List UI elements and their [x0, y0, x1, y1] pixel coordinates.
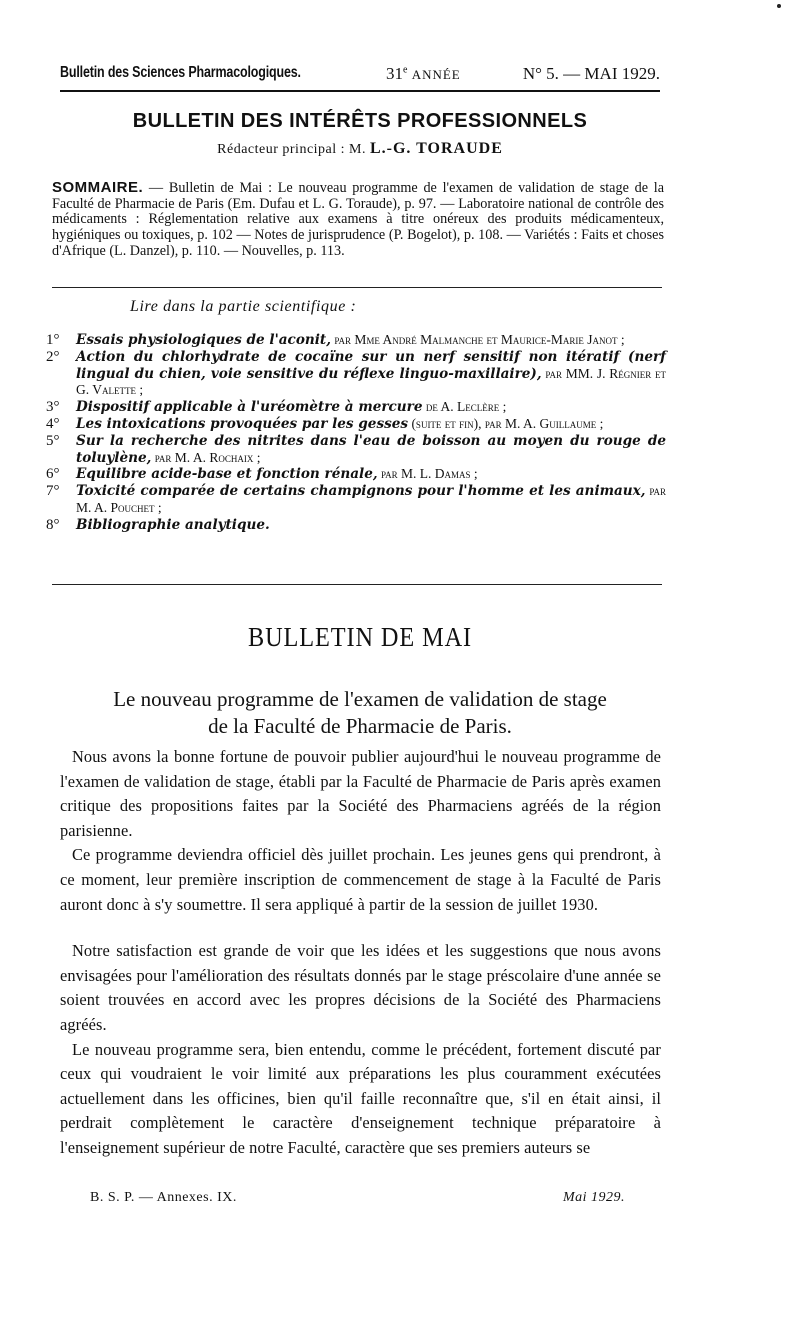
- contents-item: [46, 483, 666, 517]
- item-authors: par M. A. Pouchet ;: [76, 483, 666, 515]
- summary-text: — Bulletin de Mai : Le nouveau programme de l'examen de validation de stage de la Faculté de Pharmacie de Paris (Em. Dufau et L. G. Toraude), p. 97. — Laboratoire national de contrôle des médicaments : Réglementation relative aux examens à titre onéreux des produits médicamenteux, hygiéniques ou toxiques, p. 102 — Notes de jurisprudence (P. Bogelot), p. 108. — Variétés : Faits et choses d'Afrique (L. Danzel), p. 110. — Nouvelles, p. 113.: [52, 180, 664, 259]
- scientific-part-heading: Lire dans la partie scientifique :: [130, 298, 357, 315]
- article-body: [60, 745, 661, 1161]
- item-number: 6°: [46, 466, 60, 483]
- item-number: 5°: [46, 432, 60, 449]
- item-authors: de A. Leclère ;: [422, 399, 507, 415]
- contents-item: [46, 332, 666, 349]
- header-rule: [60, 90, 660, 92]
- item-title: Bibliographie analytique.: [76, 516, 270, 533]
- body-paragraph: Le nouveau programme sera, bien entendu, comme le précédent, fortement discuté par ceux qui voudraient le voir limité aux préparations les plus couramment exécutées actuellement dans les officines, bien qu'il faille reconnaître que, s'il en était ainsi, il perdrait complètement le caractère d'enseignement technique préparatoire à l'enseignement supérieur de notre Faculté, caractère que ses premiers auteurs se: [60, 1039, 661, 1157]
- editor-name: L.-G. TORAUDE: [369, 140, 503, 157]
- footer-date: Mai 1929.: [562, 1190, 625, 1205]
- contents-item: [46, 433, 666, 467]
- editor-label: Rédacteur principal : M.: [217, 142, 366, 157]
- item-number: 2°: [46, 348, 60, 365]
- item-number: 1°: [46, 332, 60, 348]
- item-title: Les intoxications provoquées par les gesses: [76, 415, 409, 432]
- contents-item: [46, 349, 666, 399]
- summary-label: SOMMAIRE.: [52, 179, 144, 196]
- item-title: Essais physiologiques de l'aconit,: [76, 332, 331, 348]
- item-number: 3°: [46, 399, 60, 416]
- item-number: 7°: [46, 483, 60, 500]
- body-paragraph: Ce programme deviendra officiel dès juillet prochain. Les jeunes gens qui prendront, à ce moment, leur première inscription de commencement de stage à la Faculté de Paris auront donc à s'y soumettre. Il sera appliqué à partir de la session de juillet 1930.: [60, 845, 661, 914]
- item-title: Sur la recherche des nitrites dans l'eau de boisson au moyen du rouge de toluylène,: [76, 432, 666, 466]
- year-number: 31: [386, 64, 403, 83]
- item-authors: par M. A. Rochaix ;: [151, 449, 261, 465]
- contents-item: [46, 416, 666, 433]
- year-superscript: e: [403, 64, 408, 76]
- item-authors: par M. L. Damas ;: [377, 466, 478, 482]
- issue-label: N° 5. — MAI 1929.: [522, 64, 660, 83]
- editor-line: [60, 140, 660, 158]
- item-title: Dispositif applicable à l'uréomètre à mercure: [76, 399, 423, 416]
- contents-item: [46, 517, 666, 534]
- bulletin-heading: BULLETIN DE MAI: [247, 622, 473, 652]
- item-number: 8°: [46, 516, 60, 533]
- print-speck: [777, 4, 781, 8]
- contents-item: [46, 399, 666, 416]
- item-title: Equilibre acide-base et fonction rénale,: [76, 466, 378, 483]
- item-authors: par MM. J. Régnier et G. Valette ;: [76, 365, 666, 398]
- item-authors: (suite et fin), par M. A. Guillaume ;: [408, 415, 604, 431]
- footer-reference: B. S. P. — Annexes. IX.: [90, 1190, 237, 1205]
- body-paragraph: Nous avons la bonne fortune de pouvoir publier aujourd'hui le nouveau programme de l'examen de validation de stage, établi par la Faculté de Pharmacie de Paris après examen critique des propositions faites par la Société des Pharmaciens agréés de la région parisienne.: [60, 747, 661, 840]
- journal-title: Bulletin des Sciences Pharmacologiques.: [60, 64, 301, 81]
- contents-item: [46, 466, 666, 483]
- scientific-contents-list: [46, 332, 666, 534]
- year-label: [386, 64, 461, 84]
- running-header: [60, 64, 660, 88]
- body-paragraph: Notre satisfaction est grande de voir que les idées et les suggestions que nous avons envisagées pour l'amélioration des résultats donnés par le stage préscolaire d'une année se soient trouvées en accord avec les propres décisions de la Société des Pharmaciens agréés.: [60, 941, 661, 1034]
- item-title: Action du chlorhydrate de cocaïne sur un nerf sensitif non itératif (nerf lingual du chien, voie sensitive du réflexe linguo-maxillaire),: [76, 348, 666, 382]
- section-title: BULLETIN DES INTÉRÊTS PROFESSIONNELS: [132, 110, 588, 132]
- item-authors: par Mme André Malmanche et Maurice-Marie Janot ;: [330, 332, 625, 347]
- article-title-line-1: Le nouveau programme de l'examen de validation de stage: [113, 687, 607, 711]
- article-title-line-2: de la Faculté de Pharmacie de Paris.: [208, 714, 512, 738]
- item-title: Toxicité comparée de certains champignons pour l'homme et les animaux,: [76, 483, 646, 500]
- year-word: ANNÉE: [411, 67, 461, 82]
- article-title: [60, 686, 660, 740]
- summary-rule: [52, 287, 662, 288]
- item-number: 4°: [46, 415, 60, 432]
- summary-block: [52, 180, 664, 260]
- contents-rule: [52, 584, 662, 585]
